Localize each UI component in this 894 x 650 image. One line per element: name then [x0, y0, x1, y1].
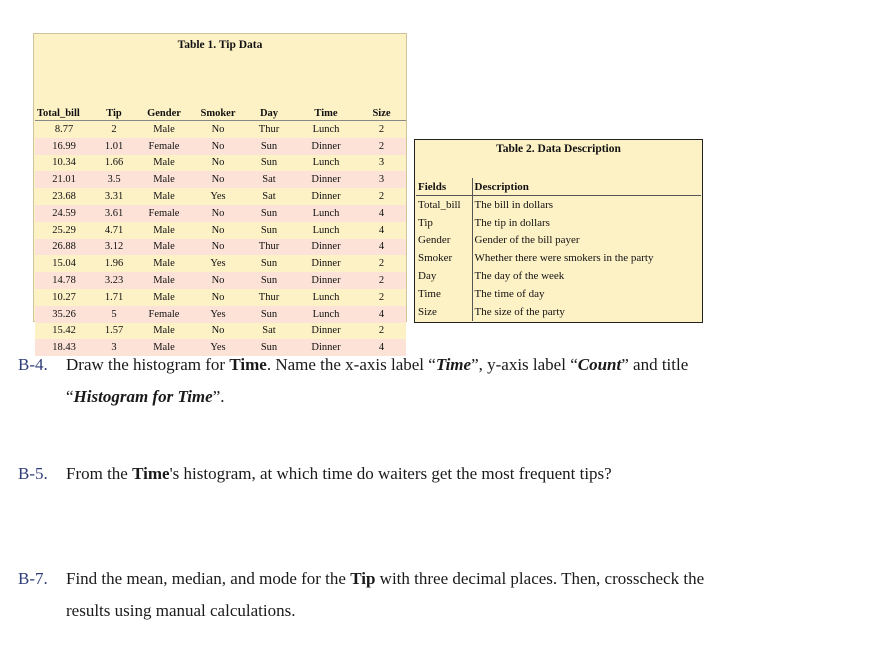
tip-data-cell: 3.23 — [93, 272, 135, 289]
tip-data-table-title: Table 1. Tip Data — [177, 39, 263, 51]
tip-data-cell: 2 — [357, 255, 406, 272]
tip-data-cell: Thur — [243, 239, 295, 256]
tip-data-cell: Dinner — [295, 188, 357, 205]
question-b4-number: B-4. — [18, 355, 48, 374]
tip-data-cell: 1.01 — [93, 138, 135, 155]
data-description-grid — [416, 178, 701, 321]
field-description-cell: The time of day — [474, 287, 545, 300]
question-b4-xlabel: Time — [435, 355, 472, 374]
tip-data-row — [35, 239, 406, 256]
header-total-bill: Total_bill — [35, 106, 93, 121]
tip-data-cell: 1.57 — [93, 323, 135, 340]
tip-data-cell: No — [193, 138, 243, 155]
field-description-cell: The day of the week — [474, 270, 565, 283]
question-b7-bold-tip: Tip — [350, 569, 376, 588]
tip-data-cell: 3.12 — [93, 239, 135, 256]
tip-data-cell: Lunch — [295, 155, 357, 172]
field-name-cell: Day — [416, 267, 472, 285]
tip-data-cell: Male — [135, 121, 193, 138]
question-b5 — [18, 464, 612, 484]
tip-data-cell: 10.27 — [35, 289, 93, 306]
tip-data-cell: 2 — [357, 323, 406, 340]
question-b4-bold-time: Time — [229, 355, 267, 374]
tip-data-cell: 5 — [93, 306, 135, 323]
tip-data-cell: 1.66 — [93, 155, 135, 172]
tip-data-cell: 25.29 — [35, 222, 93, 239]
header-description: Description — [472, 178, 701, 196]
tip-data-cell: Male — [135, 339, 193, 356]
tip-data-cell: 3.61 — [93, 205, 135, 222]
tip-data-cell: No — [193, 323, 243, 340]
tip-data-header-row — [35, 106, 406, 121]
tip-data-cell: Male — [135, 239, 193, 256]
tip-data-cell: Dinner — [295, 272, 357, 289]
field-name-cell: Total_bill — [416, 196, 472, 214]
data-description-row — [416, 232, 701, 250]
tip-data-cell: 4 — [357, 239, 406, 256]
tip-data-cell: No — [193, 222, 243, 239]
tip-data-cell: Sun — [243, 272, 295, 289]
question-b4-close-quote: ”. — [212, 387, 225, 406]
data-description-header-row — [416, 178, 701, 196]
tip-data-cell: 1.96 — [93, 255, 135, 272]
field-description-cell: Gender of the bill payer — [474, 234, 580, 247]
tip-data-cell: Female — [135, 306, 193, 323]
data-description-row — [416, 267, 701, 285]
field-name-cell: Gender — [416, 232, 472, 250]
tip-data-cell: Dinner — [295, 171, 357, 188]
tip-data-cell: Male — [135, 222, 193, 239]
tip-data-cell: Yes — [193, 339, 243, 356]
tip-data-cell: Male — [135, 171, 193, 188]
tip-data-cell: Male — [135, 255, 193, 272]
question-b7-line-2: results using manual calculations. — [66, 601, 296, 620]
question-b5-text-1: From the — [66, 464, 133, 483]
tip-data-cell: 2 — [357, 138, 406, 155]
tip-data-cell: 3 — [93, 339, 135, 356]
tip-data-cell: Sun — [243, 306, 295, 323]
header-day: Day — [243, 106, 295, 121]
tip-data-cell: Male — [135, 272, 193, 289]
tip-data-table — [33, 33, 407, 354]
tip-data-cell: Sat — [243, 188, 295, 205]
tip-data-cell: Thur — [243, 121, 295, 138]
header-time: Time — [295, 106, 357, 121]
tip-data-cell: 3.5 — [93, 171, 135, 188]
tip-data-cell: Lunch — [295, 121, 357, 138]
tip-data-cell: No — [193, 155, 243, 172]
question-b4-line-2 — [18, 387, 688, 407]
tip-data-cell: 2 — [93, 121, 135, 138]
data-description-body — [416, 196, 701, 321]
tip-data-cell: 4 — [357, 205, 406, 222]
tip-data-cell: Lunch — [295, 222, 357, 239]
tip-data-row — [35, 272, 406, 289]
tip-data-cell: Male — [135, 323, 193, 340]
tip-data-cell: 2 — [357, 289, 406, 306]
tip-data-cell: Sun — [243, 339, 295, 356]
tip-data-body — [35, 121, 406, 357]
tip-data-grid — [35, 106, 406, 356]
tip-data-cell: Female — [135, 138, 193, 155]
tip-data-cell: Sun — [243, 205, 295, 222]
data-description-row — [416, 303, 701, 321]
tip-data-cell: 24.59 — [35, 205, 93, 222]
tip-data-cell: Lunch — [295, 205, 357, 222]
tip-data-cell: 2 — [357, 121, 406, 138]
tip-data-row — [35, 188, 406, 205]
tip-data-cell: Sun — [243, 138, 295, 155]
tip-data-row — [35, 205, 406, 222]
field-name-cell: Smoker — [416, 249, 472, 267]
field-name-cell: Time — [416, 285, 472, 303]
header-smoker: Smoker — [193, 106, 243, 121]
question-b5-number: B-5. — [18, 464, 48, 483]
tip-data-row — [35, 171, 406, 188]
tip-data-cell: Dinner — [295, 339, 357, 356]
field-name-cell: Size — [416, 303, 472, 321]
question-b4-ylabel: Count — [577, 355, 622, 374]
data-description-row — [416, 214, 701, 232]
tip-data-cell: No — [193, 272, 243, 289]
tip-data-cell: Sat — [243, 171, 295, 188]
tip-data-cell: 3 — [357, 155, 406, 172]
tip-data-cell: Yes — [193, 306, 243, 323]
header-tip: Tip — [93, 106, 135, 121]
tip-data-cell: 4.71 — [93, 222, 135, 239]
question-b4-title-text: Histogram for Time — [73, 387, 213, 406]
tip-data-cell: No — [193, 205, 243, 222]
tip-data-cell: 3 — [357, 171, 406, 188]
tip-data-row — [35, 121, 406, 138]
header-fields: Fields — [416, 178, 472, 196]
tip-data-cell: Thur — [243, 289, 295, 306]
tip-data-cell: Yes — [193, 188, 243, 205]
tip-data-cell: Dinner — [295, 323, 357, 340]
data-description-row — [416, 196, 701, 214]
tip-data-cell: 8.77 — [35, 121, 93, 138]
tip-data-cell: Dinner — [295, 255, 357, 272]
tip-data-row — [35, 323, 406, 340]
header-gender: Gender — [135, 106, 193, 121]
question-b4-text-1: Draw the histogram for — [66, 355, 230, 374]
tip-data-cell: 4 — [357, 306, 406, 323]
tip-data-cell: 2 — [357, 272, 406, 289]
tip-data-cell: No — [193, 171, 243, 188]
tip-data-cell: Male — [135, 188, 193, 205]
question-b7-text-1: Find the mean, median, and mode for the — [66, 569, 351, 588]
question-b4 — [18, 355, 688, 407]
tip-data-cell: 10.34 — [35, 155, 93, 172]
question-b4-text-4: ” and title — [621, 355, 689, 374]
question-b4-text-2: . Name the x-axis label “ — [266, 355, 436, 374]
tip-data-cell: Male — [135, 155, 193, 172]
tip-data-row — [35, 306, 406, 323]
question-b4-text-3: ”, y-axis label “ — [471, 355, 578, 374]
field-name-cell: Tip — [416, 214, 472, 232]
data-description-row — [416, 249, 701, 267]
tip-data-row — [35, 222, 406, 239]
tip-data-cell: Sun — [243, 155, 295, 172]
tip-data-cell: 26.88 — [35, 239, 93, 256]
tip-data-cell: Yes — [193, 255, 243, 272]
question-b5-bold-time: Time — [132, 464, 170, 483]
tip-data-cell: 4 — [357, 339, 406, 356]
tip-data-cell: 15.42 — [35, 323, 93, 340]
tip-data-cell: Sat — [243, 323, 295, 340]
tip-data-cell: No — [193, 239, 243, 256]
tip-data-cell: Female — [135, 205, 193, 222]
tip-data-cell: 4 — [357, 222, 406, 239]
tip-data-cell: 16.99 — [35, 138, 93, 155]
tip-data-cell: Dinner — [295, 138, 357, 155]
data-description-table — [414, 139, 703, 323]
tip-data-cell: Sun — [243, 255, 295, 272]
tip-data-cell: 21.01 — [35, 171, 93, 188]
tip-data-cell: 23.68 — [35, 188, 93, 205]
tip-data-row — [35, 339, 406, 356]
question-b5-text-2: 's histogram, at which time do waiters get the most frequent tips? — [169, 464, 612, 483]
tip-data-cell: 3.31 — [93, 188, 135, 205]
field-description-cell: The bill in dollars — [474, 198, 554, 211]
tip-data-cell: Male — [135, 289, 193, 306]
question-b7 — [18, 569, 704, 621]
tip-data-row — [35, 155, 406, 172]
tip-data-cell: No — [193, 289, 243, 306]
tip-data-cell: 14.78 — [35, 272, 93, 289]
tip-data-cell: Sun — [243, 222, 295, 239]
tip-data-cell: 18.43 — [35, 339, 93, 356]
tip-data-row — [35, 138, 406, 155]
question-b7-text-2: with three decimal places. Then, crosscheck the — [375, 569, 705, 588]
data-description-row — [416, 285, 701, 303]
tip-data-cell: Lunch — [295, 306, 357, 323]
field-description-cell: The size of the party — [474, 305, 565, 318]
tip-data-cell: 35.26 — [35, 306, 93, 323]
tip-data-cell: 2 — [357, 188, 406, 205]
tip-data-cell: 1.71 — [93, 289, 135, 306]
tip-data-cell: 15.04 — [35, 255, 93, 272]
field-description-cell: Whether there were smokers in the party — [474, 252, 654, 265]
question-b4-open-quote: “ — [66, 387, 74, 406]
tip-data-cell: Lunch — [295, 289, 357, 306]
tip-data-cell: No — [193, 121, 243, 138]
data-description-title: Table 2. Data Description — [496, 143, 621, 155]
field-description-cell: The tip in dollars — [474, 216, 550, 229]
tip-data-cell: Dinner — [295, 239, 357, 256]
header-size: Size — [357, 106, 406, 121]
question-b7-number: B-7. — [18, 569, 48, 588]
tip-data-row — [35, 289, 406, 306]
tip-data-row — [35, 255, 406, 272]
